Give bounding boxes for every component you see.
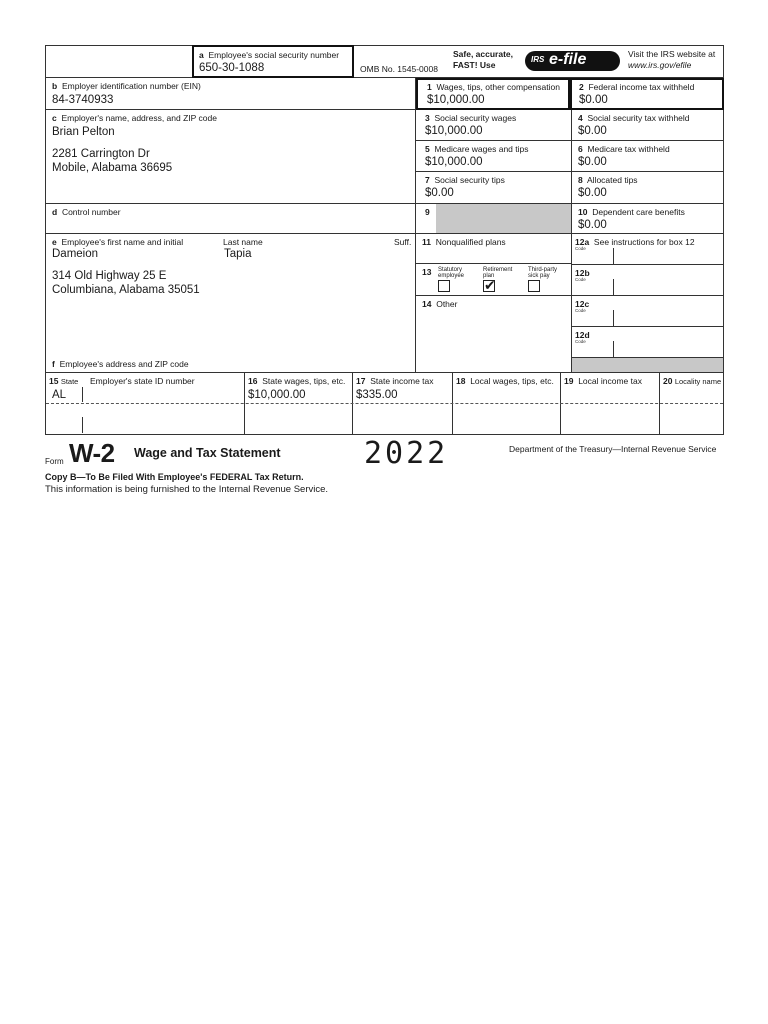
box-19-num: 19 [564, 376, 574, 386]
copy-b-label: Copy B—To Be Filed With Employee's FEDERAL Tax Return. [45, 472, 304, 482]
box-14-label: Other [436, 299, 458, 309]
box-6-medicare-tax[interactable] [572, 141, 724, 172]
retirement-label-2: plan [483, 273, 495, 279]
box-10-value: $0.00 [578, 219, 607, 231]
retirement-label-1: Retirement [483, 267, 513, 273]
statutory-employee-checkbox[interactable] [438, 280, 450, 292]
box-3-ss-wages[interactable] [416, 110, 572, 141]
box-17-label: State income tax [370, 376, 434, 386]
box-20-label: Locality name [674, 377, 722, 386]
box-20-num: 20 [663, 376, 673, 386]
box-d-control[interactable] [45, 204, 416, 234]
box-5-medicare-wages[interactable] [416, 141, 572, 172]
box-7-num: 7 [425, 175, 430, 185]
box-2-label: Federal income tax withheld [588, 82, 695, 92]
check-mark-icon: ✔ [484, 278, 496, 294]
employee-last-name: Tapia [224, 248, 252, 260]
box-8-allocated-tips[interactable] [572, 172, 724, 204]
box-4-value: $0.00 [578, 125, 607, 137]
box-12c[interactable] [572, 296, 724, 327]
box-16-value: $10,000.00 [248, 389, 306, 401]
third-party-sick-pay-checkbox[interactable] [528, 280, 540, 292]
box-6-num: 6 [578, 144, 583, 154]
box-15-divider-1 [82, 387, 83, 402]
box-1-wages[interactable] [416, 78, 570, 110]
box-f-label: Employee's address and ZIP code [59, 359, 189, 369]
box-7-ss-tips[interactable] [416, 172, 572, 204]
box-8-value: $0.00 [578, 187, 607, 199]
box-12d-num: 12d [575, 330, 590, 340]
box-10-dependent-care[interactable] [572, 204, 724, 234]
box-10-num: 10 [578, 207, 588, 217]
suffix-label: Suff. [394, 237, 412, 247]
box-18-label: Local wages, tips, etc. [470, 376, 554, 386]
box-12a-label: See instructions for box 12 [593, 237, 695, 247]
box-6-value: $0.00 [578, 156, 607, 168]
box-3-value: $10,000.00 [425, 125, 483, 137]
tax-year: 2022 [364, 436, 449, 471]
box-17-value: $335.00 [356, 389, 398, 401]
box-b-label: Employer identification number (EIN) [61, 81, 201, 91]
box-12c-num: 12c [575, 299, 590, 309]
box-6-label: Medicare tax withheld [587, 144, 670, 154]
box-11-nonqualified[interactable] [416, 234, 572, 264]
box-14-other[interactable] [416, 296, 572, 373]
box-a-label: Employee's social security number [208, 50, 340, 60]
box-12-shade [572, 358, 724, 373]
box-7-label: Social security tips [434, 175, 505, 185]
ein-value: 84-3740933 [52, 94, 114, 106]
employer-address-2: Mobile, Alabama 36695 [52, 162, 173, 174]
box-5-num: 5 [425, 144, 430, 154]
box-14-num: 14 [422, 299, 432, 309]
box-5-value: $10,000.00 [425, 156, 483, 168]
box-b-ein[interactable] [45, 78, 416, 110]
employer-name: Brian Pelton [52, 126, 115, 138]
box-9-shade [436, 204, 571, 233]
state-row-divider [46, 403, 723, 404]
box-12a-code-label: Code [575, 246, 586, 251]
box-16-state-wages[interactable] [245, 373, 353, 435]
box-18-local-wages[interactable] [453, 373, 561, 435]
box-18-num: 18 [456, 376, 466, 386]
box-12c-code-label: Code [575, 308, 586, 313]
box-15-num: 15 [49, 376, 59, 386]
box-12c-divider [613, 310, 614, 327]
box-15-state[interactable] [45, 373, 245, 435]
top-left-blank [45, 45, 192, 78]
box-12b[interactable] [572, 265, 724, 296]
efile-visit-1: Visit the IRS website at [628, 49, 716, 59]
box-12a-divider [613, 248, 614, 265]
box-8-label: Allocated tips [587, 175, 638, 185]
employee-first-name: Dameion [52, 248, 99, 260]
box-12b-num: 12b [575, 268, 590, 278]
box-16-num: 16 [248, 376, 258, 386]
box-9-num: 9 [425, 207, 430, 217]
box-12b-code-label: Code [575, 277, 586, 282]
box-19-local-tax[interactable] [561, 373, 660, 435]
box-15-label: State [60, 377, 79, 386]
efile-tagline-1: Safe, accurate, [453, 49, 514, 59]
box-a-ssn[interactable] [192, 45, 354, 78]
omb-area [354, 45, 724, 78]
box-13-checkboxes [416, 264, 572, 296]
box-15-divider-2 [82, 417, 83, 433]
form-word: Form [45, 457, 64, 466]
box-12a[interactable] [572, 234, 724, 265]
box-12d[interactable] [572, 327, 724, 358]
employee-address-1: 314 Old Highway 25 E [52, 270, 167, 282]
box-c-label: Employer's name, address, and ZIP code [61, 113, 217, 123]
efile-visit-2: www.irs.gov/efile [628, 60, 692, 70]
box-11-num: 11 [422, 237, 431, 247]
box-19-label: Local income tax [578, 376, 642, 386]
box-4-num: 4 [578, 113, 583, 123]
ssn-value: 650-30-1088 [199, 62, 265, 74]
box-8-num: 8 [578, 175, 583, 185]
box-d-label: Control number [61, 207, 121, 217]
last-name-label: Last name [223, 237, 263, 247]
box-4-label: Social security tax withheld [587, 113, 690, 123]
box-e-employee[interactable] [45, 234, 416, 373]
box-17-num: 17 [356, 376, 366, 386]
box-12a-num: 12a [575, 237, 590, 247]
thirdparty-label-1: Third-party [528, 267, 558, 273]
box-e-letter: e [52, 237, 57, 247]
box-12b-divider [613, 279, 614, 296]
box-7-value: $0.00 [425, 187, 454, 199]
department-label: Department of the Treasury—Internal Revenue Service [509, 444, 717, 454]
box-b-letter: b [52, 81, 58, 91]
box-1-num: 1 [427, 82, 432, 92]
box-4-ss-tax[interactable] [572, 110, 724, 141]
box-f-letter: f [52, 359, 55, 369]
irs-logo-text: IRS [531, 55, 545, 64]
retirement-plan-checkbox[interactable] [483, 280, 495, 292]
box-9[interactable] [416, 204, 572, 234]
form-name: W-2 [69, 438, 115, 468]
efile-logo-text: e-file [549, 51, 587, 68]
box-2-value: $0.00 [579, 94, 608, 106]
box-2-num: 2 [579, 82, 584, 92]
efile-tagline-2: FAST! Use [453, 60, 496, 70]
box-15-id-label: Employer's state ID number [90, 376, 195, 386]
box-12d-divider [613, 341, 614, 358]
box-a-letter: a [199, 50, 204, 60]
box-3-num: 3 [425, 113, 430, 123]
thirdparty-label-2: sick pay [528, 273, 550, 279]
box-15-state-value: AL [52, 389, 67, 401]
box-17-state-tax[interactable] [353, 373, 453, 435]
form-title: Wage and Tax Statement [134, 446, 281, 460]
irs-efile-logo [525, 51, 620, 71]
box-c-employer[interactable] [45, 110, 416, 204]
box-1-value: $10,000.00 [427, 94, 485, 106]
box-2-fed-tax[interactable] [570, 78, 724, 110]
box-d-letter: d [52, 207, 58, 217]
w2-form [45, 45, 724, 435]
box-12d-code-label: Code [575, 339, 586, 344]
box-c-letter: c [52, 113, 57, 123]
employer-address-1: 2281 Carrington Dr [52, 148, 150, 160]
box-13-num: 13 [422, 267, 432, 277]
box-11-label: Nonqualified plans [435, 237, 506, 247]
box-10-label: Dependent care benefits [592, 207, 685, 217]
omb-number: OMB No. 1545-0008 [360, 64, 438, 74]
box-5-label: Medicare wages and tips [434, 144, 529, 154]
employee-address-2: Columbiana, Alabama 35051 [52, 284, 200, 296]
box-3-label: Social security wages [434, 113, 517, 123]
box-e-label: Employee's first name and initial [61, 237, 184, 247]
statutory-label-2: employee [438, 273, 465, 279]
info-label: This information is being furnished to the Internal Revenue Service. [45, 484, 329, 495]
statutory-label-1: Statutory [438, 267, 463, 273]
box-1-label: Wages, tips, other compensation [436, 82, 560, 92]
box-16-label: State wages, tips, etc. [262, 376, 346, 386]
box-20-locality[interactable] [660, 373, 724, 435]
